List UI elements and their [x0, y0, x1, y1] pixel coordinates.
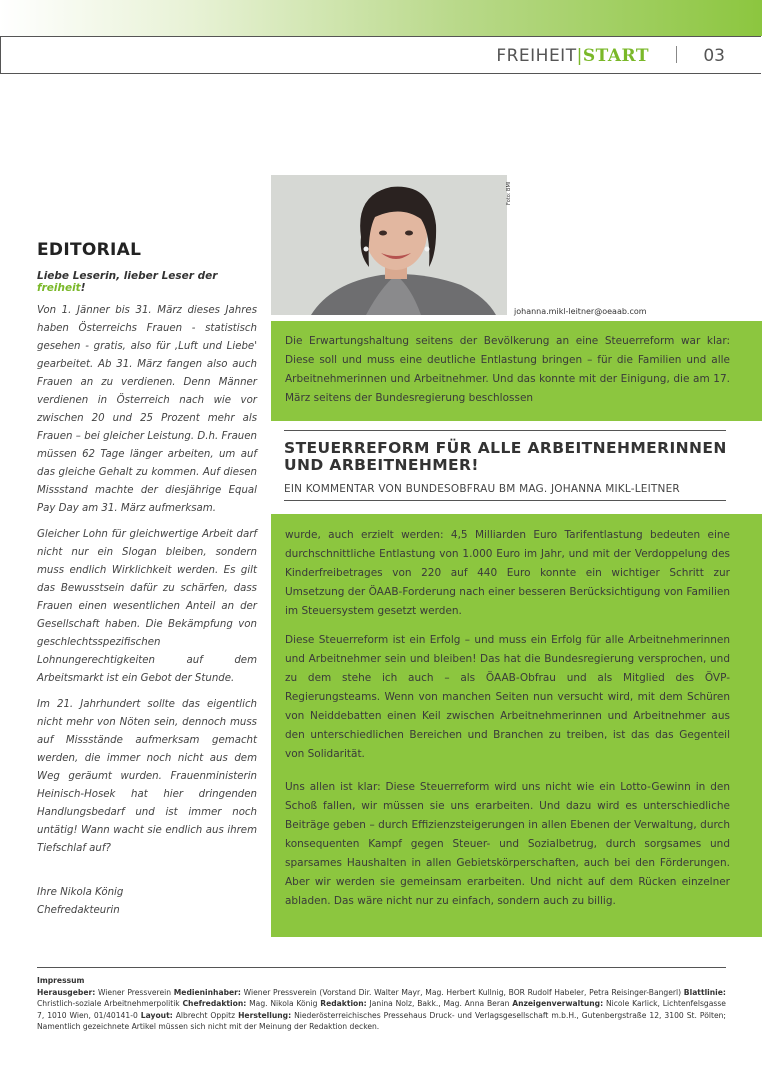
editorial-salutation [37, 270, 257, 294]
article-subline: EIN KOMMENTAR VON BUNDESOBFRAU BM MAG. JOHANNA MIKL-LEITNER [284, 483, 680, 495]
editorial-paragraph: Im 21. Jahrhundert sollte das eigentlich nicht mehr von Nöten sein, dennoch muss auf Missstände aufmerksam gemacht werden, die immer noch nicht aus dem Weg geräumt wurden. Frauenministerin Heinisch-Hosek hat hier dringenden Handlungsbedarf und ist immer noch untätig! Wann wacht sie endlich aus ihrem Tiefschlaf auf? [37, 699, 257, 854]
article-paragraph: Uns allen ist klar: Diese Steuerreform wird uns nicht wie ein Lotto-Gewinn in den Schoß fallen, wir müssen sie uns erarbeiten. Und dazu wird es unterschiedliche Beiträge geben – durch Effizienzsteigerungen in allen Ebenen der Verwaltung, durch konsequenten Kampf gegen Steuer- und Sozialbetrug, durch sorgsames und sparsames Haushalten in allen Gebietskörperschaften, auch bei den Förderungen. Aber wir werden sie gemeinsam erarbeiten. Und nicht auf dem Rücken einzelner abladen. Das wäre nicht nur zu einfach, sondern auch zu billig. [285, 781, 730, 907]
editorial-paragraph: Gleicher Lohn für gleichwertige Arbeit darf nicht nur ein Slogan bleiben, sondern muss endlich Wirklichkeit werden. Es gilt das Bewusstsein dafür zu schärfen, dass Frauen einen wesentlichen Anteil an der Gesellschaft haben. Die Bekämpfung von geschlechtsspezifischen Lohnungerechtigkeiten auf dem Arbeitsmarkt ist ein Gebot der Stunde. [37, 529, 257, 684]
editorial-column [37, 240, 257, 920]
editorial-title: EDITORIAL [37, 240, 142, 260]
header-start: START [582, 46, 649, 66]
imprint-text: Niederösterreichisches Pressehaus Druck- und Verlagsgesellschaft m.b.H., Gutenbergstraße 12, 3100 St. Pölten; Namentlich gezeichnete Artikel müssen sich nicht mit der Meinung der Redaktion decken. [37, 1010, 726, 1031]
imprint [37, 975, 726, 1033]
editorial-paragraph: Von 1. Jänner bis 31. März dieses Jahres haben Österreichs Frauen - statistisch gesehen - gratis, also für ‚Luft und Liebe' gearbeitet. Ab 31. März fangen also auch Frauen an zu verdienen. Denn Männer verdienen in Österreich nach wie vor zwischen 20 und 25 Prozent mehr als Frauen – bei gleicher Leistung. D.h. Frauen müssen 62 Tage länger arbeiten, um auf das gleiche Gehalt zu kommen. Auf diesen Missstand machte der diesjährige Equal Pay Day am 31. März aufmerksam. [37, 305, 257, 514]
imprint-text: Nicole Karlick, Lichtenfelsgasse 7, 1010 Wien, 01/40141-0 [37, 999, 726, 1020]
salutation-prefix: Liebe Leserin, lieber Leser der [37, 270, 218, 282]
imprint-text: Wiener Pressverein [95, 987, 174, 997]
signature-name: Ihre Nikola König [37, 887, 124, 898]
article-paragraph: Diese Steuerreform ist ein Erfolg – und muss ein Erfolg für alle Arbeitnehmerinnen und Arbeitnehmer sein und bleiben! Das hat die Bundesregierung versprochen, und zu dem stehe ich auch – als ÖAAB-Obfrau und als Mitglied des ÖVP-Regierungsteams. Wenn von manchen Seiten nun versucht wird, mit dem Schüren von Neiddebatten einen Keil zwischen Arbeitnehmerinnen und Arbeitnehmer aus den unterschiedlichen Bereichen und Branchen zu treiben, ist das das Gegenteil von Solidarität. [285, 634, 730, 760]
page-header [0, 36, 761, 74]
imprint-heading: Impressum [37, 976, 85, 985]
imprint-label: Herstellung: [238, 1010, 292, 1020]
portrait-illustration [271, 175, 507, 315]
editorial-signature [37, 884, 257, 920]
imprint-text: Wiener Pressverein (Vorstand Dir. Walter Mayr, Mag. Herbert Kullnig, BOR Rudolf Habeler, Petra Reisinger-Bangerl) [240, 987, 684, 997]
salutation-suffix: ! [80, 282, 86, 294]
imprint-label: Layout: [140, 1010, 173, 1020]
photo-credit: Foto: BMI [506, 181, 512, 205]
header-title [496, 46, 649, 66]
imprint-text: Janina Nolz, Bakk., Mag. Anna Beran [366, 999, 513, 1008]
top-gradient-band [0, 0, 762, 36]
signature-role: Chefredakteurin [37, 905, 120, 916]
imprint-label: Redaktion: [320, 999, 367, 1008]
headline-rule-bottom [284, 500, 726, 501]
header-section: FREIHEIT [496, 46, 577, 66]
headline-rule-top [284, 430, 726, 431]
imprint-label: Chefredaktion: [182, 999, 247, 1008]
imprint-text: Albrecht Oppitz [172, 1010, 239, 1020]
imprint-text: Mag. Nikola König [246, 999, 321, 1008]
photo-caption[interactable]: johanna.mikl-leitner@oeaab.com [514, 307, 647, 316]
imprint-label: Blattlinie: [683, 987, 726, 997]
salutation-brand: freiheit [37, 282, 81, 294]
imprint-label: Anzeigenverwaltung: [512, 999, 604, 1008]
article-paragraph: wurde, auch erzielt werden: 4,5 Milliarden Euro Tarifentlastung bedeuten eine durchschnittliche Entlastung von 1.000 Euro im Jahr, und mit der Verdoppelung des Kinderfreibetrages von 220 auf 440 Euro konnte ein wichtiger Schritt zur Umsetzung der ÖAAB-Forderung nach einer besseren Berücksichtigung von Familien im Steuersystem gesetzt werden. [285, 529, 730, 617]
imprint-text: Christlich-soziale Arbeitnehmerpolitik [37, 999, 183, 1008]
article-headline: STEUERREFORM FÜR ALLE ARBEITNEHMERINNEN UND ARBEITNEHMER! [284, 439, 727, 474]
portrait-photo [271, 175, 507, 315]
header-separator: | [576, 46, 583, 66]
imprint-label: Herausgeber: [37, 987, 96, 997]
article-intro: Die Erwartungshaltung seitens der Bevölkerung an eine Steuerreform war klar: Diese soll und muss eine deutliche Entlastung bringen – für die Familien und alle Arbeitnehmerinnen und Arbeitnehmer. Und das konnte mit der Einigung, die am 17. März seitens der Bundesregierung beschlossen [285, 335, 730, 404]
imprint-label: Medieninhaber: [173, 987, 241, 997]
page-number: 03 [703, 46, 725, 66]
imprint-rule [37, 967, 726, 968]
header-divider [676, 46, 677, 63]
